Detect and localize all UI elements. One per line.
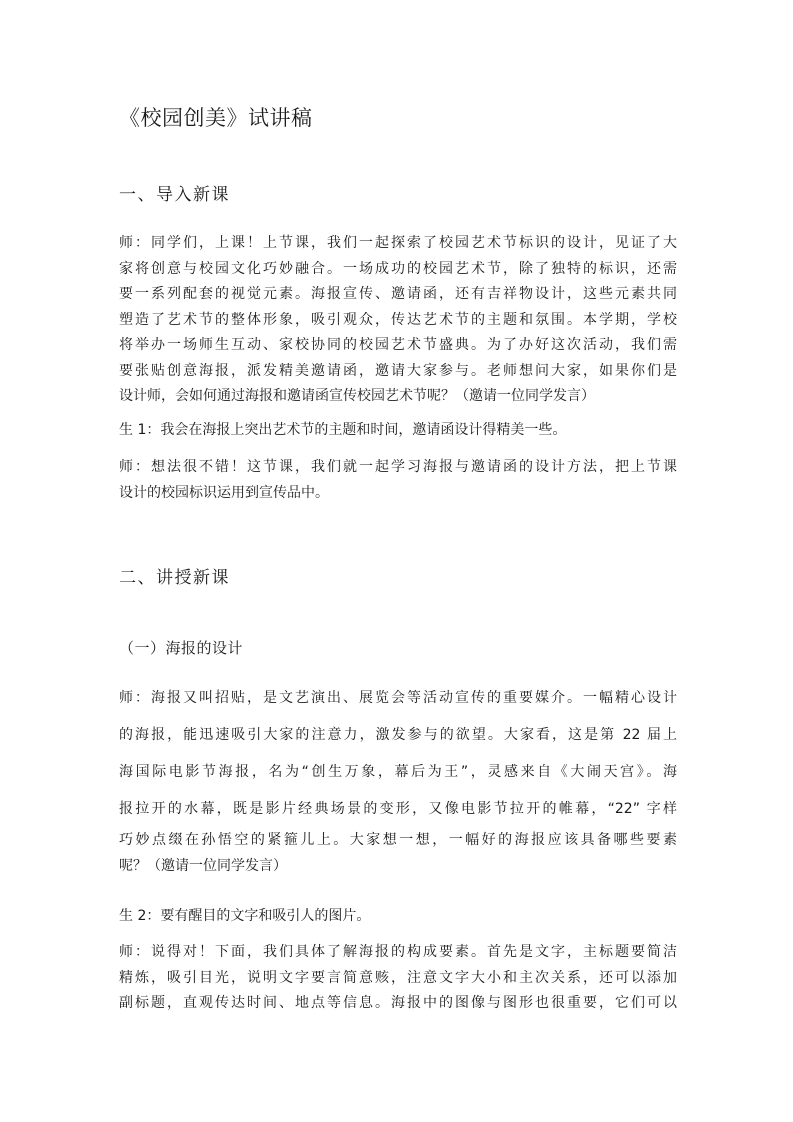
text-line: 的海报，能迅速吸引大家的注意力，激发参与的欲望。大家看，这是第 22 届上 [119,727,677,743]
text-line [119,1017,677,1043]
text-line: 要一系列配套的视觉元素。海报宣传、邀请函，还有吉祥物设计，这些元素共同 [119,286,677,302]
document-title: 《校园创美》试讲稿 [119,106,313,130]
text-line: 塑造了艺术节的整体形象，吸引观众，传达艺术节的主题和氛围。本学期，学校 [119,311,677,328]
paragraph-student-1 [119,418,677,444]
subsection-heading-poster: （一）海报的设计 [119,639,244,657]
section-heading-teaching: 二、讲授新课 [119,568,230,588]
text-line: 家将创意与校园文化巧妙融合。一场成功的校园艺术节，除了独特的标识，还需 [119,260,677,277]
text-line: 师：想法很不错！这节课，我们就一起学习海报与邀请函的设计方法，把上节课 [119,459,677,475]
paragraph-intro-summary [119,455,677,506]
section-heading-intro: 一、导入新课 [119,185,230,205]
text-line: 巧妙点缀在孙悟空的紧箍儿上。大家想一想，一幅好的海报应该具备哪些要素 [119,832,677,848]
text-line: 副标题，直观传达时间、地点等信息。海报中的图像与图形也很重要，它们可以 [119,995,677,1011]
text-line: 生 1：我会在海报上突出艺术节的主题和时间，邀请函设计得精美一些。 [119,422,567,438]
paragraph-student-2 [119,904,677,930]
text-line: 设计师，会如何通过海报和邀请函宣传校园艺术节呢？（邀请一位同学发言） [119,388,595,404]
text-line: 将举办一场师生互动、家校协同的校园艺术节盛典。为了办好这次活动，我们需 [119,337,677,353]
text-line: 设计的校园标识运用到宣传品中。 [119,484,329,501]
text-line: 生 2：要有醒目的文字和吸引人的图片。 [119,908,371,924]
text-line: 呢？（邀请一位同学发言） [119,857,287,874]
paragraph-poster-elements [119,940,677,1042]
text-line: 师：海报又叫招贴，是文艺演出、展览会等活动宣传的重要媒介。一幅精心设计 [119,690,677,706]
text-line: 要张贴创意海报，派发精美邀请函，邀请大家参与。老师想问大家，如果你们是 [119,362,677,379]
paragraph-poster-intro [119,680,677,879]
text-line: 师：同学们，上课！上节课，我们一起探索了校园艺术节标识的设计，见证了大 [119,235,677,251]
text-line: 报拉开的水幕，既是影片经典场景的变形，又像电影节拉开的帷幕，“22” 字样 [119,801,677,817]
text-line: 海国际电影节海报，名为“创生万象，幕后为王”，灵感来自《大闹天宫》。海 [119,764,677,780]
text-line: 师：说得对！下面，我们具体了解海报的构成要素。首先是文字，主标题要简洁 [119,944,677,960]
text-line: 精炼，吸引目光，说明文字要言简意赅，注意文字大小和主次关系，还可以添加 [119,969,677,986]
paragraph-intro-teacher [119,231,677,410]
